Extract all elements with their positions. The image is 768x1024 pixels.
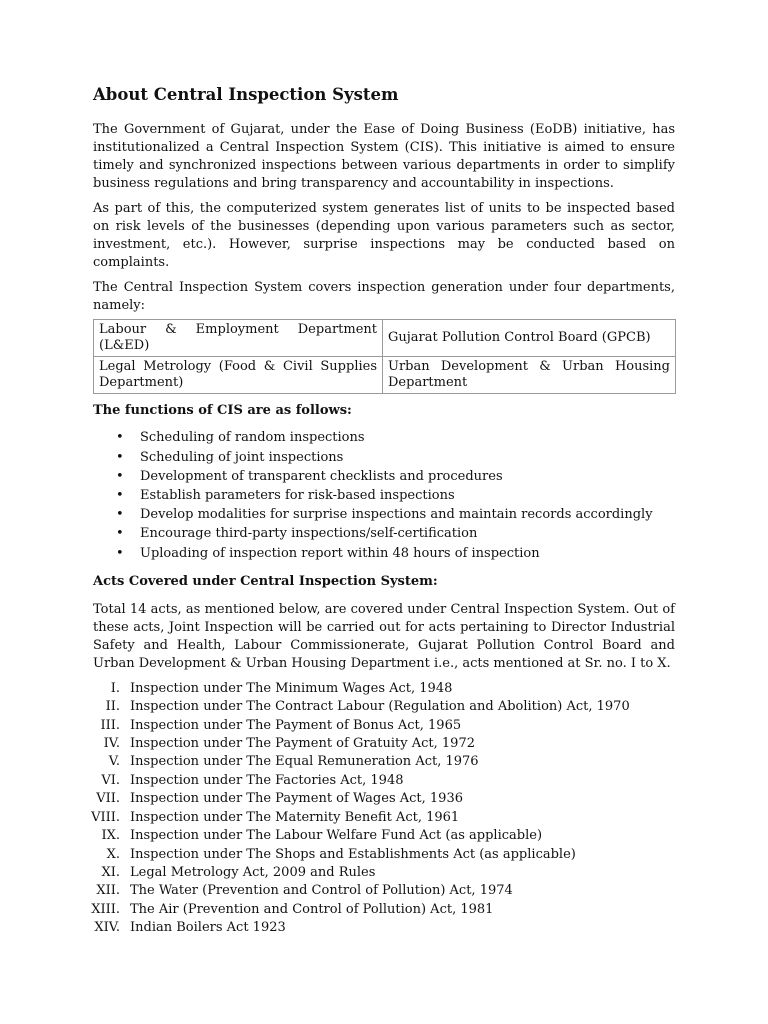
- list-item: [93, 846, 675, 864]
- list-number: IV.: [103, 736, 120, 752]
- list-item: [93, 486, 675, 505]
- list-item: [93, 428, 675, 447]
- bullet-icon: •: [116, 468, 124, 484]
- list-item: [93, 790, 675, 808]
- list-item-text: The Air (Prevention and Control of Pollution) Act, 1981: [130, 901, 494, 917]
- list-number: XIII.: [91, 901, 120, 917]
- list-item-text: Establish parameters for risk-based inspections: [140, 488, 455, 504]
- list-item: [93, 524, 675, 543]
- list-number: V.: [108, 754, 120, 770]
- bullet-icon: •: [116, 430, 124, 446]
- table-cell: Gujarat Pollution Control Board (GPCB): [383, 320, 676, 357]
- list-item: [93, 864, 675, 882]
- list-item: [93, 753, 675, 771]
- table-cell: Urban Development & Urban Housing Department: [383, 357, 676, 394]
- list-item-text: Scheduling of joint inspections: [140, 449, 344, 465]
- list-item: [93, 467, 675, 486]
- list-number: X.: [106, 846, 120, 862]
- bullet-icon: •: [116, 545, 124, 561]
- acts-list: [93, 680, 675, 938]
- list-item-text: Inspection under The Payment of Bonus Act, 1965: [130, 717, 462, 733]
- list-item: [93, 901, 675, 919]
- list-item: [93, 505, 675, 524]
- list-item: [93, 882, 675, 900]
- list-number: VII.: [96, 791, 120, 807]
- list-item-text: The Water (Prevention and Control of Pollution) Act, 1974: [130, 883, 513, 899]
- list-item: [93, 680, 675, 698]
- list-item: [93, 827, 675, 845]
- table-cell: Labour & Employment Department (L&ED): [94, 320, 383, 357]
- list-number: XIV.: [94, 920, 120, 936]
- table-row: [94, 320, 676, 357]
- list-item-text: Encourage third-party inspections/self-certification: [140, 526, 478, 542]
- list-number: XII.: [96, 883, 120, 899]
- list-item-text: Develop modalities for surprise inspections and maintain records accordingly: [140, 507, 653, 523]
- list-item-text: Inspection under The Minimum Wages Act, 1948: [130, 680, 453, 696]
- list-item-text: Inspection under The Payment of Wages Act, 1936: [130, 791, 463, 807]
- list-item-text: Inspection under The Factories Act, 1948: [130, 772, 404, 788]
- list-item: [93, 809, 675, 827]
- list-number: VIII.: [91, 809, 120, 825]
- departments-table: [93, 319, 676, 394]
- list-item: [93, 698, 675, 716]
- table-cell: Legal Metrology (Food & Civil Supplies Department): [94, 357, 383, 394]
- list-item-text: Legal Metrology Act, 2009 and Rules: [130, 864, 376, 880]
- bullet-icon: •: [116, 488, 124, 504]
- list-number: XI.: [101, 864, 120, 880]
- list-item-text: Inspection under The Maternity Benefit Act, 1961: [130, 809, 460, 825]
- list-number: IX.: [101, 828, 120, 844]
- list-item-text: Indian Boilers Act 1923: [130, 920, 286, 936]
- list-item-text: Inspection under The Payment of Gratuity Act, 1972: [130, 736, 475, 752]
- list-item: [93, 448, 675, 467]
- list-number: III.: [100, 717, 120, 733]
- list-item-text: Inspection under The Contract Labour (Regulation and Abolition) Act, 1970: [130, 699, 630, 715]
- intro-paragraph: The Government of Gujarat, under the Ease of Doing Business (EoDB) initiative, has institutionalized a Central Inspection System (CIS). This initiative is aimed to ensure timely and synchronized inspections between various departments in order to simplify business regulations and bring transparency and accountability in inspections.: [93, 122, 675, 192]
- bullet-icon: •: [116, 449, 124, 465]
- table-row: [94, 357, 676, 394]
- page-title: About Central Inspection System: [93, 85, 399, 104]
- bullet-icon: •: [116, 526, 124, 542]
- list-item-text: Inspection under The Shops and Establishments Act (as applicable): [130, 846, 576, 862]
- list-item-text: Uploading of inspection report within 48 hours of inspection: [140, 545, 540, 561]
- list-item: [93, 544, 675, 563]
- list-item: [93, 717, 675, 735]
- departments-paragraph: The Central Inspection System covers inspection generation under four departments, namely:: [93, 280, 675, 314]
- list-item-text: Inspection under The Equal Remuneration Act, 1976: [130, 754, 479, 770]
- list-item: [93, 919, 675, 937]
- risk-paragraph: As part of this, the computerized system generates list of units to be inspected based on risk levels of the businesses (depending upon various parameters such as sector, investment, etc.). However, surprise inspections may be conducted based on complaints.: [93, 201, 675, 271]
- acts-intro-paragraph: Total 14 acts, as mentioned below, are covered under Central Inspection System. Out of these acts, Joint Inspection will be carried out for acts pertaining to Director Industrial Safety and Health, Labour Commissionerate, Gujarat Pollution Control Board and Urban Development & Urban Housing Department i.e., acts mentioned at Sr. no. I to X.: [93, 601, 675, 671]
- acts-heading: Acts Covered under Central Inspection System:: [93, 573, 438, 589]
- list-item-text: Scheduling of random inspections: [140, 430, 365, 446]
- functions-heading: The functions of CIS are as follows:: [93, 403, 352, 419]
- list-number: I.: [110, 680, 120, 696]
- list-item-text: Development of transparent checklists and procedures: [140, 468, 503, 484]
- document-content: [93, 84, 675, 938]
- functions-list: [93, 428, 675, 562]
- bullet-icon: •: [116, 507, 124, 523]
- list-number: VI.: [101, 772, 120, 788]
- list-item: [93, 735, 675, 753]
- list-item: [93, 772, 675, 790]
- list-item-text: Inspection under The Labour Welfare Fund Act (as applicable): [130, 828, 543, 844]
- list-number: II.: [105, 699, 120, 715]
